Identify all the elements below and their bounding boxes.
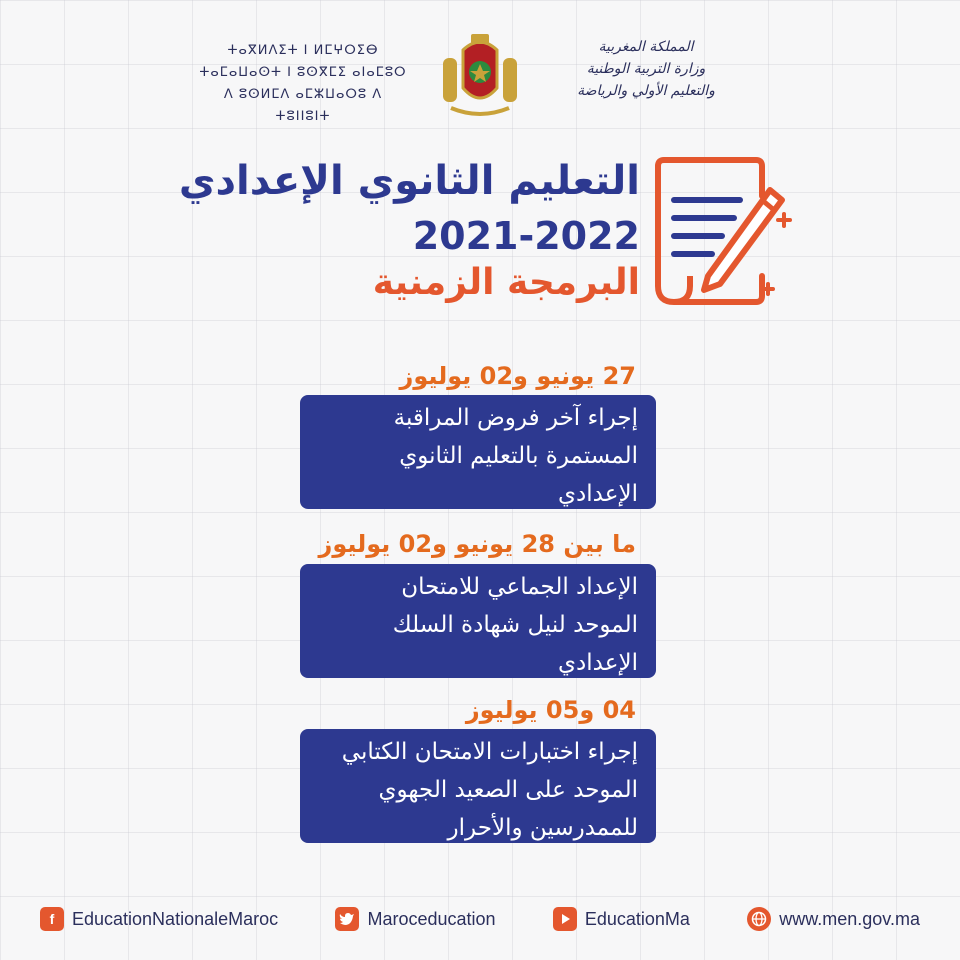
facebook-icon: f (40, 907, 64, 931)
schedule-date-3: 04 و05 يوليوز (465, 696, 636, 724)
schedule-item-2 (300, 564, 656, 678)
schedule-item-3-line-3: للممدرسين والأحرار (447, 815, 638, 841)
tifinagh-line-2: ⵜⴰⵎⴰⵡⴰⵙⵜ ⵏ ⵓⵙⴳⵎⵉ ⴰⵏⴰⵎⵓⵔ (199, 65, 407, 80)
youtube-icon (553, 907, 577, 931)
youtube-handle: EducationMa (584, 908, 690, 929)
tifinagh-line-3: ⴷ ⵓⵙⵍⵎⴷ ⴰⵎⵣⵡⴰⵔⵓ ⴷ ⵜⵓⵏⵏⵓⵏⵜ (223, 87, 383, 124)
page-title: التعليم الثانوي الإعدادي (178, 158, 640, 204)
schedule-item-1 (300, 395, 656, 509)
schedule-item-1-line-3: الإعدادي (558, 481, 638, 507)
arabic-line-2: وزارة التربية الوطنية (586, 61, 706, 77)
tifinagh-line-1: ⵜⴰⴳⵍⴷⵉⵜ ⵏ ⵍⵎⵖⵔⵉⴱ (227, 43, 379, 58)
schedule-item-3 (300, 729, 656, 843)
schedule-item-1-line-1: إجراء آخر فروض المراقبة (393, 405, 638, 431)
ministry-name-arabic (540, 36, 752, 102)
youtube-link[interactable] (553, 907, 690, 931)
schedule-date-1: 27 يونيو و02 يوليوز (399, 362, 636, 390)
schedule-item-2-line-1: الإعداد الجماعي للامتحان (401, 574, 638, 600)
schedule-item-3-line-1: إجراء اختبارات الامتحان الكتابي (341, 739, 638, 765)
schedule-item-3-line-2: الموحد على الصعيد الجهوي (378, 777, 638, 803)
school-year: 2021-2022 (412, 214, 640, 258)
facebook-link[interactable] (40, 907, 278, 931)
document-pencil-icon (650, 156, 800, 308)
globe-icon (747, 907, 771, 931)
page-subtitle: البرمجة الزمنية (372, 262, 640, 303)
website-link[interactable] (747, 907, 920, 931)
twitter-icon (335, 907, 359, 931)
moroccan-coat-of-arms-icon (433, 28, 527, 120)
twitter-handle: Maroceducation (367, 908, 496, 929)
schedule-item-2-line-2: الموحد لنيل شهادة السلك (392, 612, 638, 638)
schedule-item-1-line-2: المستمرة بالتعليم الثانوي (399, 443, 638, 469)
arabic-line-1: المملكة المغربية (598, 39, 694, 55)
social-links-bar (40, 904, 920, 934)
twitter-link[interactable] (335, 907, 495, 931)
website-url: www.men.gov.ma (779, 908, 920, 929)
arabic-line-3: والتعليم الأولي والرياضة (577, 83, 715, 99)
facebook-handle: EducationNationaleMaroc (72, 908, 279, 929)
schedule-item-2-line-3: الإعدادي (558, 650, 638, 676)
ministry-name-tifinagh (196, 40, 410, 128)
schedule-date-2: ما بين 28 يونيو و02 يوليوز (318, 530, 636, 558)
